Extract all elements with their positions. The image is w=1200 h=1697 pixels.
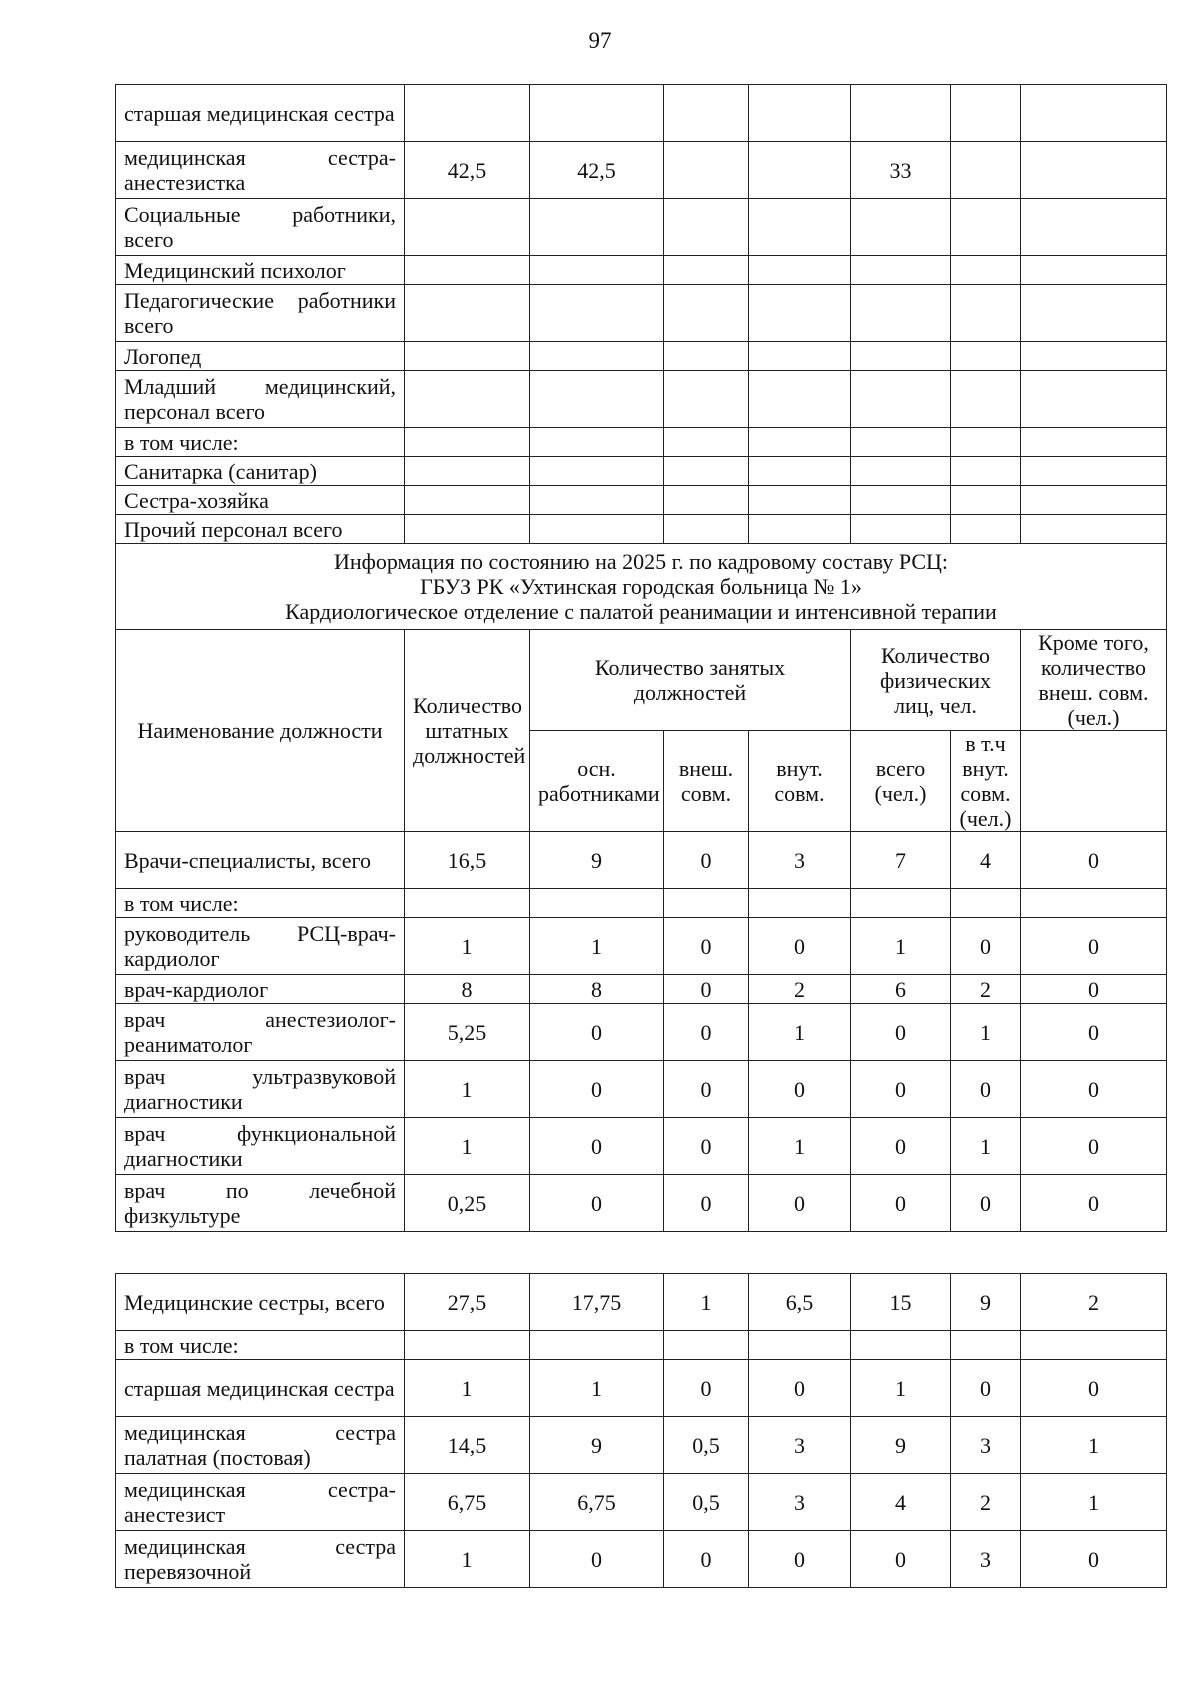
table-cell [851,457,951,486]
header-ext: внеш. совм. [664,731,749,832]
table-cell: 0 [1021,1061,1167,1118]
table-cell: 0 [851,1118,951,1175]
table-cell [951,428,1021,457]
table-cell: 6 [851,975,951,1004]
table-cell: 3 [749,832,851,889]
table-cell [1021,1331,1167,1360]
table-cell: 0 [664,1061,749,1118]
position-name: руководитель РСЦ-врач-кардиолог [116,918,405,975]
position-name: старшая медицинская сестра [116,85,405,142]
section-header [116,544,1167,832]
position-name: Врачи-специалисты, всего [116,832,405,889]
table-cell: 2 [951,975,1021,1004]
header-physical: Количество физических лиц, чел. [851,630,1021,731]
table-cell: 42,5 [530,142,664,199]
table-cell [664,371,749,428]
table-cell [530,342,664,371]
table-cell: 1 [405,918,530,975]
table-cell: 6,5 [749,1274,851,1331]
table-cell: 1 [851,1360,951,1417]
section-caption [116,544,1167,630]
table-cell [951,486,1021,515]
table-cell: 5,25 [405,1004,530,1061]
table-row [116,1274,1167,1331]
position-name: старшая медицинская сестра [116,1360,405,1417]
table-cell: 0 [749,1531,851,1588]
table-row [116,832,1167,889]
table-cell: 0 [664,1360,749,1417]
table-cell: 0 [664,1118,749,1175]
top-rows [116,85,1167,544]
position-name: врач-кардиолог [116,975,405,1004]
table-cell: 0 [851,1175,951,1232]
table-cell: 1 [664,1274,749,1331]
table-row [116,1175,1167,1232]
table-cell: 9 [851,1417,951,1474]
table-cell: 0 [851,1004,951,1061]
table-cell [951,1331,1021,1360]
position-name: Младший медицинский, персонал всего [116,371,405,428]
table-cell: 0 [951,1175,1021,1232]
table-cell: 0 [530,1118,664,1175]
table-row [116,486,1167,515]
table-cell [851,285,951,342]
table-cell [749,371,851,428]
table-cell: 0 [1021,1175,1167,1232]
table-cell [749,256,851,285]
header-position: Наименование должности [116,630,405,832]
caption-line-2: ГБУЗ РК «Ухтинская городская больница № 1» [420,574,862,599]
table-cell: 0 [749,1360,851,1417]
table-cell: 9 [951,1274,1021,1331]
table-cell [749,1331,851,1360]
table-cell [951,285,1021,342]
table-cell [749,428,851,457]
table-cell [664,85,749,142]
table-cell [851,85,951,142]
table-cell [405,889,530,918]
table-cell [664,142,749,199]
table-cell [405,457,530,486]
table-cell: 1 [405,1118,530,1175]
table-cell: 3 [749,1417,851,1474]
table-cell: 0 [664,918,749,975]
caption-line-3: Кардиологическое отделение с палатой реанимации и интенсивной терапии [285,599,997,624]
table-cell [664,889,749,918]
table-cell [664,515,749,544]
table-row [116,1474,1167,1531]
table-cell: 2 [1021,1274,1167,1331]
table-cell [851,486,951,515]
table-cell [530,371,664,428]
position-name: врач ультразвуковой диагностики [116,1061,405,1118]
table-cell [851,342,951,371]
table-cell: 2 [951,1474,1021,1531]
table-cell [951,371,1021,428]
header-staff-count: Количество штатных должностей [405,630,530,832]
table-cell: 0 [1021,1118,1167,1175]
table-cell [851,199,951,256]
table-cell [1021,285,1167,342]
caption-line-1: Информация по состоянию на 2025 г. по кадровому составу РСЦ: [333,549,949,574]
table-cell [749,342,851,371]
table-cell: 0,25 [405,1175,530,1232]
table-cell: 1 [951,1004,1021,1061]
table-cell [749,142,851,199]
table-cell: 1 [1021,1474,1167,1531]
table-cell: 1 [405,1531,530,1588]
table-cell: 1 [851,918,951,975]
table-cell [530,199,664,256]
table-cell [1021,889,1167,918]
table-cell [405,285,530,342]
table-cell: 42,5 [405,142,530,199]
table-cell: 4 [851,1474,951,1531]
table-cell [1021,142,1167,199]
table-row [116,428,1167,457]
table-cell: 33 [851,142,951,199]
header-total: всего (чел.) [851,731,951,832]
table-cell: 1 [1021,1417,1167,1474]
table-cell: 0 [664,975,749,1004]
position-name: медицинская сестра-анестезист [116,1474,405,1531]
table-cell [405,371,530,428]
table-cell: 0 [749,1061,851,1118]
position-name: Медицинский психолог [116,256,405,285]
table-cell: 0 [1021,1360,1167,1417]
table-row [116,1360,1167,1417]
position-name: Социальные работники, всего [116,199,405,256]
table-cell: 8 [530,975,664,1004]
table-cell: 15 [851,1274,951,1331]
table-cell: 14,5 [405,1417,530,1474]
table-cell: 8 [405,975,530,1004]
table-cell [749,457,851,486]
table-cell [951,515,1021,544]
table-cell [1021,371,1167,428]
table-row [116,285,1167,342]
table-cell: 2 [749,975,851,1004]
table-cell [530,515,664,544]
table-cell [749,889,851,918]
table-row [116,515,1167,544]
table-cell [1021,428,1167,457]
table-cell [530,428,664,457]
table-cell: 3 [951,1531,1021,1588]
table-cell: 0 [951,1061,1021,1118]
header-besides: Кроме того, количество внеш. совм. (чел.) [1021,630,1167,731]
table-cell [405,515,530,544]
table-cell: 0 [851,1531,951,1588]
table-row [116,975,1167,1004]
table-cell: 3 [749,1474,851,1531]
position-name: медицинская сестра-анестезистка [116,142,405,199]
table-cell [749,285,851,342]
table-cell: 27,5 [405,1274,530,1331]
table-cell: 0 [749,1175,851,1232]
header-empty [1021,731,1167,832]
table-cell: 1 [749,1004,851,1061]
table-cell: 0 [530,1531,664,1588]
table-cell [530,457,664,486]
table-cell: 1 [405,1360,530,1417]
table-cell [405,342,530,371]
table-cell [1021,486,1167,515]
table-cell: 0 [749,918,851,975]
table-cell: 0 [530,1004,664,1061]
table-cell [749,515,851,544]
table-cell: 1 [405,1061,530,1118]
table-cell [664,457,749,486]
table-cell: 17,75 [530,1274,664,1331]
table-cell: 0,5 [664,1417,749,1474]
table-cell [951,142,1021,199]
table-cell [1021,342,1167,371]
table-cell [851,371,951,428]
table-cell [664,342,749,371]
position-name: в том числе: [116,1331,405,1360]
table-cell: 7 [851,832,951,889]
table-cell [749,85,851,142]
table-cell [749,199,851,256]
table-cell: 0 [664,1004,749,1061]
table-cell [664,285,749,342]
position-name: Логопед [116,342,405,371]
table-cell: 4 [951,832,1021,889]
table-cell [530,1331,664,1360]
table-row [116,889,1167,918]
table-cell: 6,75 [530,1474,664,1531]
table-row [116,1118,1167,1175]
table-cell [951,256,1021,285]
position-name: Педагогические работники всего [116,285,405,342]
table-cell [1021,457,1167,486]
position-name: Медицинские сестры, всего [116,1274,405,1331]
table-cell [664,428,749,457]
table-cell [951,457,1021,486]
table-row [116,371,1167,428]
table-cell [405,486,530,515]
position-name: медицинская сестра палатная (постовая) [116,1417,405,1474]
table-cell [530,486,664,515]
position-name: врач анестезиолог-реаниматолог [116,1004,405,1061]
table-cell: 0 [1021,975,1167,1004]
table-cell: 0 [1021,1531,1167,1588]
table-cell: 0 [951,1360,1021,1417]
table-cell: 6,75 [405,1474,530,1531]
table-row [116,256,1167,285]
table-row [116,457,1167,486]
table-row [116,918,1167,975]
table-row [116,199,1167,256]
table-cell [851,889,951,918]
position-name: врач функциональной диагностики [116,1118,405,1175]
table-cell [405,428,530,457]
header-int: внут. совм. [749,731,851,832]
table-cell [1021,515,1167,544]
table-cell [851,256,951,285]
table-cell [951,85,1021,142]
page-number: 97 [588,28,612,53]
position-name: Санитарка (санитар) [116,457,405,486]
table-cell: 0 [664,1531,749,1588]
table-cell [530,256,664,285]
table-cell: 0 [1021,832,1167,889]
table-cell: 3 [951,1417,1021,1474]
table-cell [951,199,1021,256]
table-cell [1021,256,1167,285]
header-main-workers: осн. работниками [530,731,664,832]
table-cell [405,85,530,142]
table-cell: 9 [530,1417,664,1474]
table-cell: 1 [530,1360,664,1417]
table-cell [405,199,530,256]
table-cell: 0 [530,1061,664,1118]
table-cell [851,428,951,457]
table-cell: 0 [951,918,1021,975]
position-name: врач по лечебной физкультуре [116,1175,405,1232]
table-cell [530,889,664,918]
table-cell [1021,85,1167,142]
table-cell: 16,5 [405,832,530,889]
table-cell [851,1331,951,1360]
position-name: Прочий персонал всего [116,515,405,544]
position-name: в том числе: [116,428,405,457]
table-cell [951,889,1021,918]
table-row [116,1004,1167,1061]
table-cell: 1 [749,1118,851,1175]
table-cell [749,486,851,515]
doctor-rows [116,832,1167,1232]
table-row [116,342,1167,371]
table-cell [405,1331,530,1360]
table-cell [1021,199,1167,256]
table-row [116,1061,1167,1118]
table-cell [951,342,1021,371]
table-cell: 0 [664,832,749,889]
table-row [116,1531,1167,1588]
table-cell: 0,5 [664,1474,749,1531]
table-cell [664,486,749,515]
table-cell [664,256,749,285]
header-occupied: Количество занятых должностей [530,630,851,731]
table-cell: 1 [951,1118,1021,1175]
nurse-table [115,1273,1167,1588]
table-cell [664,199,749,256]
header-incl-int: в т.ч внут. совм. (чел.) [951,731,1021,832]
table-row [116,1331,1167,1360]
table-cell [530,285,664,342]
table-cell: 0 [1021,918,1167,975]
table-cell: 1 [530,918,664,975]
table-cell: 9 [530,832,664,889]
position-name: в том числе: [116,889,405,918]
position-name: медицинская сестра перевязочной [116,1531,405,1588]
table-cell: 0 [664,1175,749,1232]
table-cell [664,1331,749,1360]
position-name: Сестра-хозяйка [116,486,405,515]
table-row [116,1417,1167,1474]
table-cell: 0 [851,1061,951,1118]
table-cell [851,515,951,544]
table-cell [530,85,664,142]
table-cell [405,256,530,285]
staff-table [115,84,1167,1232]
table-row [116,142,1167,199]
table-row [116,85,1167,142]
nurse-rows [116,1274,1167,1588]
table-cell: 0 [1021,1004,1167,1061]
table-cell: 0 [530,1175,664,1232]
